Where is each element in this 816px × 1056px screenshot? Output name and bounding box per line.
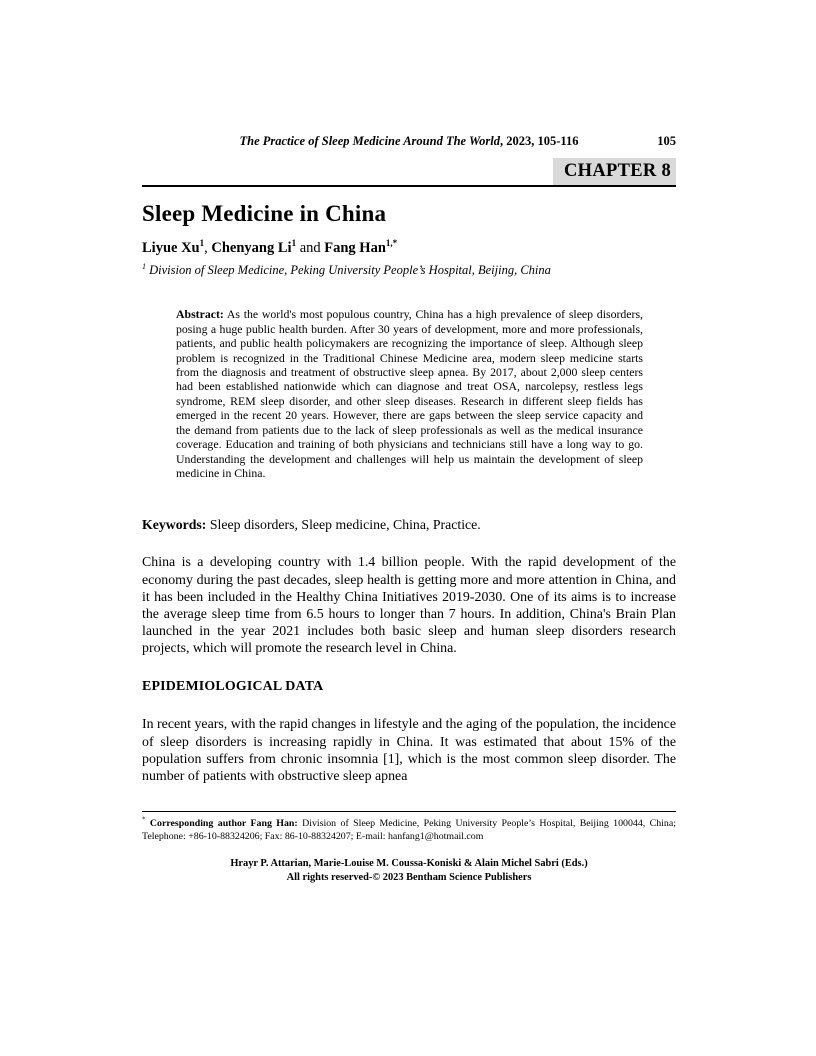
footnote-text: Division of Sleep Medicine, Peking University People’s Hospital, Beijing 100044, China; Telephone: +86-10-88324206; Fax: 86-10-88324207; E-mail: hanfang1@hotmail.com <box>142 818 676 843</box>
running-head-issue: , 2023, 105-116 <box>500 134 579 148</box>
author-2-affiliation-mark: 1 <box>291 238 297 249</box>
running-head <box>142 133 676 149</box>
keywords-label: Keywords: <box>142 517 207 533</box>
page-number: 105 <box>657 134 676 148</box>
editors-line: Hrayr P. Attarian, Marie-Louise M. Coussa-Koniski & Alain Michel Sabri (Eds.) <box>230 857 588 869</box>
abstract <box>176 307 643 480</box>
intro-paragraph: China is a developing country with 1.4 billion people. With the rapid development of the economy during the past decades, sleep health is getting more and more attention in China, and it has been included in the Healthy China Initiatives 2019-2030. One of its aims is to increase the average sleep time from 6.5 hours to longer than 7 hours. In addition, China's Brain Plan launched in the year 2021 includes both basic sleep and human sleep disorders research projects, which will promote the research level in China. <box>142 555 676 657</box>
byline-separator: , <box>204 240 212 257</box>
keywords <box>142 517 676 533</box>
running-head-book-title: The Practice of Sleep Medicine Around The World <box>239 134 501 148</box>
affiliation <box>142 263 676 278</box>
chapter-header-rule <box>142 158 676 187</box>
page-title: Sleep Medicine in China <box>142 201 387 227</box>
author-1: Liyue Xu$^1$ <box>142 238 205 257</box>
footnote-label: Corresponding author Fang Han: <box>145 818 298 829</box>
footnote-marker: * <box>142 815 146 824</box>
author-1-affiliation-mark: 1 <box>199 238 205 249</box>
rights-line: All rights reserved-© 2023 Bentham Science Publishers <box>286 872 532 884</box>
abstract-text: As the world's most populous country, China has a high prevalence of sleep disorders, posing a huge public health burden. After 30 years of development, more and more professionals, patients, and public health policymakers are recognizing the importance of sleep. Although sleep problem is recognized in the Traditional Chinese Medicine area, modern sleep medicine starts from the diagnosis and treatment of obstructive sleep apnea. By 2017, about 2,000 sleep centers had been established nationwide which can diagnose and treat OSA, narcolepsy, restless legs syndrome, REM sleep disorder, and other sleep diseases. Research in different sleep fields has emerged in the recent 20 years. However, there are gaps between the sleep service capacity and the demand from patients due to the lack of sleep professionals as well as the medical insurance coverage. Education and training of both physicians and technicians still have a long way to go. Understanding the development and challenges will help us maintain the development of sleep medicine in China. <box>176 307 643 480</box>
section-heading-epidemiological-data: EPIDEMIOLOGICAL DATA <box>142 679 324 695</box>
byline <box>142 240 676 257</box>
page-footer <box>142 811 676 886</box>
imprint <box>142 857 676 886</box>
keywords-text: Sleep disorders, Sleep medicine, China, Practice. <box>206 517 481 533</box>
abstract-label: Abstract: <box>176 307 224 322</box>
running-head-title <box>239 134 578 148</box>
chapter-badge: CHAPTER 8 <box>553 158 676 185</box>
byline-conjunction: and <box>296 240 325 257</box>
corresponding-author-footnote <box>142 811 676 844</box>
section-paragraph: In recent years, with the rapid changes in lifestyle and the aging of the population, the incidence of sleep disorders is increasing rapidly in China. It was estimated that about 15% of the population suffers from chronic insomnia [1], which is the most common sleep disorder. The number of patients with obstructive sleep apnea <box>142 717 676 784</box>
author-3: Fang Han$^{1,*}$ <box>324 238 398 257</box>
affiliation-text: Division of Sleep Medicine, Peking University People’s Hospital, Beijing, China <box>146 263 551 278</box>
author-3-affiliation-mark: 1,* <box>385 238 398 249</box>
author-2: Chenyang Li$^1$ <box>211 238 297 257</box>
affiliation-mark: 1 <box>142 262 146 272</box>
